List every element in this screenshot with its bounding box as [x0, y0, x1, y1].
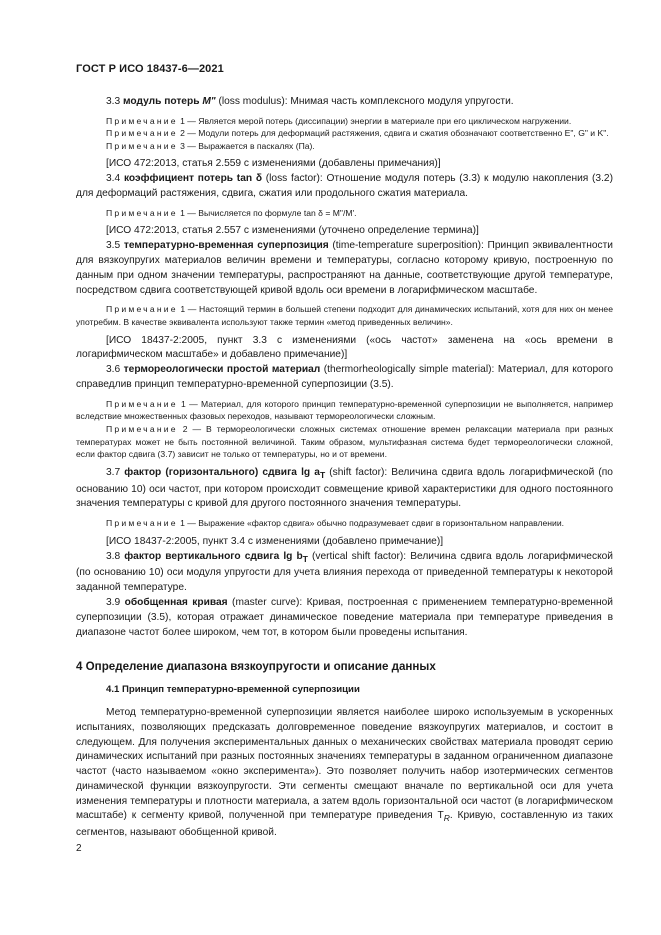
- note-label: Примечание: [106, 128, 178, 139]
- source-reference: [ИСО 472:2013, статья 2.557 с изменениями (уточнено определение термина)]: [106, 225, 479, 237]
- clause-number: 3.7: [106, 466, 121, 478]
- note: [76, 303, 613, 328]
- paragraph-text: Метод температурно-временной суперпозиции является наиболее широко используемым в ускоренных испытаниях, позволяющих предсказать долговременное поведение вязкоупругих материалов, и состоит в следующем. Для получения экспериментальных данных о механических свойствах материала проводят серию динамических испытаний при разных постоянных значениях температуры в заданном ограниченном диапазоне частот (часто называемом «окно эксперимента»). Это позволяет получить набор изотермических сегментов динамической функции вязкоупругости. Эти сегменты смещают вначале по вертикальной оси для учета изменения температуры и плотности материала, а затем вдоль горизонтальной оси частот (в логарифмическом масштабе) к сегменту кривой, полученной при температуре приведения T: [76, 706, 613, 822]
- note-label: Примечание: [106, 207, 178, 218]
- note-label: Примечание: [106, 398, 178, 409]
- paragraph-subscript: R: [443, 813, 450, 824]
- body-paragraph: [76, 706, 613, 841]
- note: [76, 398, 613, 423]
- definition-3-9: [76, 596, 613, 640]
- term: модуль потерь: [123, 95, 200, 107]
- note: [76, 517, 613, 530]
- source-reference: [ИСО 472:2013, статья 2.559 с изменениями (добавлены примечания)]: [106, 158, 441, 170]
- note: [76, 140, 613, 153]
- note-label: Примечание: [106, 423, 178, 434]
- term: коэффициент потерь tan δ: [123, 173, 263, 185]
- term-subscript: T: [319, 469, 326, 480]
- definition-3-4: [76, 172, 613, 202]
- subsection-heading: 4.1 Принцип температурно-временной суперпозиции: [106, 684, 360, 696]
- clause-number: 3.9: [106, 596, 121, 608]
- definition-text: (loss modulus): Мнимая часть комплексного модуля упругости.: [215, 95, 514, 107]
- document-header: ГОСТ Р ИСО 18437-6—2021: [76, 63, 224, 75]
- term: температурно-временная суперпозиция: [123, 240, 329, 252]
- page-number: 2: [76, 843, 82, 854]
- source-reference: [ИСО 18437-2:2005, пункт 3.3 с изменениями («ось частот» заменена на «ось времени в логарифмическом масштабе» и добавлено примечание)]: [76, 334, 613, 361]
- term: фактор вертикального сдвига lg b: [124, 550, 303, 562]
- definition-3-8: [76, 550, 613, 596]
- definition-3-6: [76, 363, 613, 393]
- definition-3-7: [76, 466, 613, 512]
- definition-text: (time-temperature superposition): Принцип эквивалентности для вязкоупругих материалов величин времени и температуры, согласно которому кривую, построенную по данным при одном значении температуры, распространяют на данные, соответствующие другой температуре, посредством сдвига соответствующей кривой вдоль оси времени в логарифмическом масштабе.: [76, 240, 613, 296]
- note-text: 1 — Вычисляется по формуле tan δ = M"/M'.: [177, 207, 357, 218]
- note: [76, 423, 613, 461]
- note: [76, 207, 613, 220]
- note-text: 3 — Выражается в паскалях (Па).: [177, 140, 315, 151]
- note-label: Примечание: [106, 115, 178, 126]
- note-text: 1 — Настоящий термин в большей степени подходит для динамических испытаний, хотя для них он менее употребим. В качестве эквивалента используют также термин «метод приведенных величин».: [76, 304, 613, 327]
- clause-number: 3.6: [106, 364, 121, 376]
- clause-number: 3.5: [106, 240, 121, 252]
- note-text: 2 — Модули потерь для деформаций растяжения, сдвига и сжатия обозначают соответственно E", G" и K".: [177, 128, 609, 139]
- term: фактор (горизонтального) сдвига lg a: [124, 466, 320, 478]
- note-text: 1 — Материал, для которого принцип температурно-временной суперпозиции не выполняется, например вследствие множественных фазовых переходов, называют термореологически сложным.: [76, 398, 613, 422]
- note-text: 1 — Выражение «фактор сдвига» обычно подразумевает сдвиг в горизонтальном направлении.: [177, 518, 565, 529]
- paragraph-text-end: . Кривую, составленную из таких сегментов, называют обобщенной кривой.: [76, 810, 613, 839]
- definition-text: (loss factor): Отношение модуля потерь (3.3) к модулю накопления (3.2) для деформаций растяжения, сдвига, сжатия или продольного сжатия материала.: [76, 173, 613, 199]
- note-label: Примечание: [106, 140, 178, 151]
- clause-number: 3.3: [106, 95, 121, 107]
- definition-text: (vertical shift factor): Величина сдвига вдоль логарифмической (по основанию 10) оси модуля упругости для учета влияния перехода от приведенной температуры к некоторой заданной температуре.: [76, 550, 613, 594]
- definition-3-5: [76, 239, 613, 298]
- definition-text: (master curve): Кривая, построенная с применением температурно-временной суперпозиции (3.5), которая отражает динамическое поведение материала при температуре приведения в диапазоне частот более широком, чем тот, в котором были проведены испытания.: [76, 596, 613, 638]
- definition-text: (shift factor): Величина сдвига вдоль логарифмической (по основанию 10) оси частот, при котором происходит совмещение кривой характеристики для одного постоянного значения температуры с кривой для другого постоянного значения температуры.: [76, 466, 613, 510]
- note: [76, 127, 613, 140]
- clause-number: 3.8: [106, 550, 121, 562]
- note-label: Примечание: [106, 304, 178, 315]
- definition-text: (thermorheologically simple material): Материал, для которого справедлив принцип температурно-временной суперпозиции (3.5).: [76, 364, 613, 390]
- section-heading: 4 Определение диапазона вязкоупругости и описание данных: [76, 660, 436, 674]
- note-label: Примечание: [106, 518, 178, 529]
- note-text: 2 — В термореологически сложных системах отношение времен релаксации материала при разных температурах может не быть постоянной величиной. Таким образом, мультифазная система будет термореологически сложной, если фактор сдвига (3.7) зависит не только от температуры, но и от времени.: [76, 423, 613, 460]
- note: [76, 115, 613, 128]
- term-subscript: T: [302, 553, 308, 564]
- definition-3-3: [76, 95, 613, 110]
- source-reference: [ИСО 18437-2:2005, пункт 3.4 с изменениями (добавлено примечание)]: [106, 535, 444, 547]
- term: обобщенная кривая: [124, 596, 228, 608]
- clause-number: 3.4: [106, 173, 121, 185]
- term-symbol: M": [202, 95, 216, 107]
- note-text: 1 — Является мерой потерь (диссипации) энергии в материале при его циклическом нагружении.: [177, 115, 572, 126]
- term: термореологически простой материал: [123, 364, 321, 376]
